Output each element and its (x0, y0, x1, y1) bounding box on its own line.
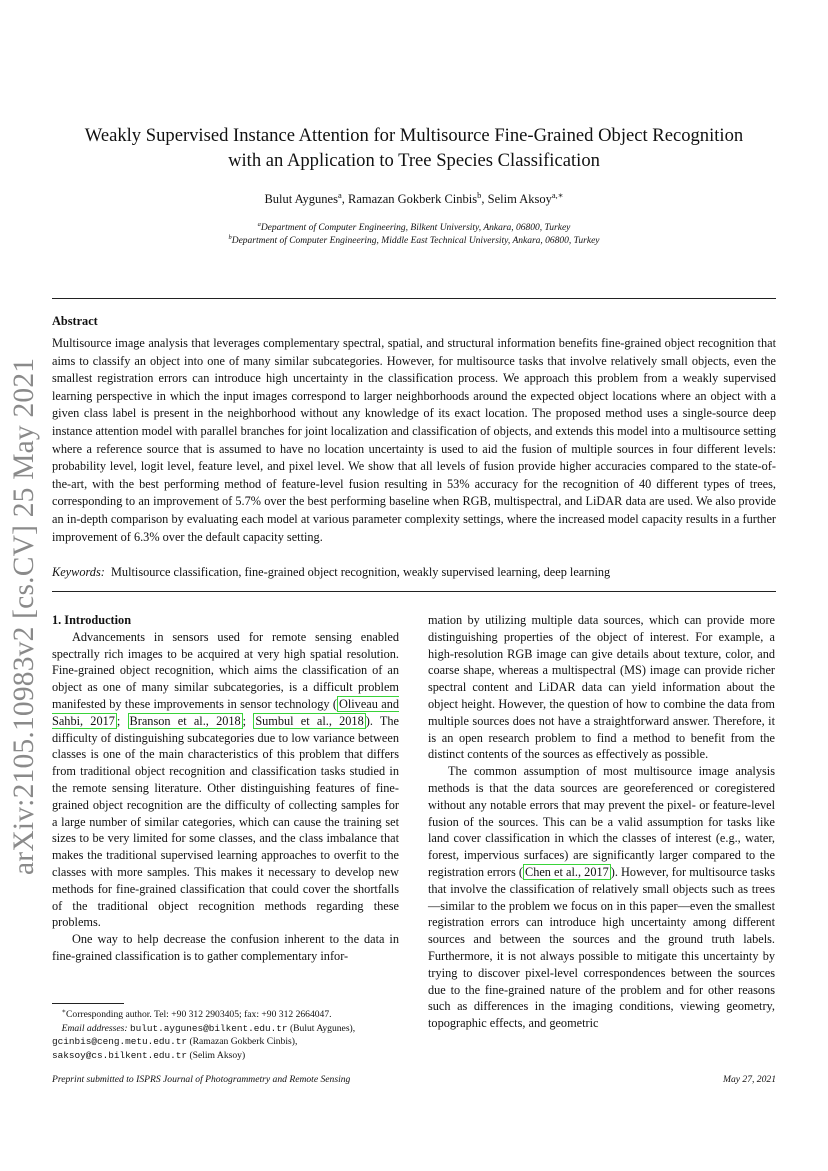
email-link[interactable]: gcinbis@ceng.metu.edu.tr (52, 1036, 188, 1047)
author-sep: , (341, 192, 348, 206)
email-link[interactable]: saksoy@cs.bilkent.edu.tr (52, 1049, 188, 1061)
corresponding-text: Corresponding author. Tel: +90 312 2903405; fax: +90 312 2664047. (66, 1009, 332, 1020)
right-column (428, 612, 775, 1032)
intro-paragraph-1 (52, 629, 399, 931)
paragraph-text: ; (116, 713, 128, 728)
author-name: Bulut Aygunes (264, 192, 338, 206)
affiliation-text: Department of Computer Engineering, Bilkent University, Ankara, 06800, Turkey (260, 223, 571, 233)
title-line-2: with an Application to Tree Species Classification (228, 150, 600, 171)
email-owner: (Ramazan Gokberk Cinbis), (189, 1036, 298, 1047)
title-line-1: Weakly Supervised Instance Attention for Multisource Fine-Grained Object Recognition (84, 125, 744, 146)
keywords-label: Keywords: (52, 565, 105, 579)
author-sup: a,∗ (551, 189, 564, 200)
author-name: Selim Aksoy (487, 192, 552, 206)
email-owner: (Bulut Aygunes), (289, 1022, 356, 1034)
citation-link[interactable]: Branson et al., 2018 (129, 713, 241, 728)
affiliation-text: Department of Computer Engineering, Middle East Technical University, Ankara, 06800, Turkey (231, 236, 600, 246)
keywords (52, 564, 776, 582)
author-list (40, 191, 788, 207)
abstract-top-rule (52, 298, 776, 299)
paragraph-text: ; (242, 713, 254, 728)
affiliation-b (40, 235, 788, 248)
paragraph-text: ). The difficulty of distinguishing subcategories due to low variance between classes is one of the main characteristics of this problem that differs from traditional object recognition and classification tasks studied in the remote sensing literature. Other distinguishing features of fine-grained object recognition are the difficulty of collecting samples for a large number of similar categories, which can cause the training set sizes to be very limited for some classes, and the class imbalance that makes the traditional supervised learning approaches to overfit to the classes with more samples. This makes it necessary to develop new methods for fine-grained classification that could cover the shortfalls of the traditional object recognition methods regarding these problems. (52, 713, 399, 930)
paragraph-text: The common assumption of most multisource image analysis methods is that the data sources are georeferenced or coregistered without any notable errors that may prevent the pixel- or feature-level fusion of the sources. This can be a valid assumption for tasks like land cover classification in which the classes of interest (e.g., water, forest, impervious surfaces) are significantly larger compared to the registration errors ( (428, 764, 775, 879)
paragraph-text: ). However, for multisource tasks that involve the classification of relatively small objects such as trees—similar to the problem we focus on in this paper—even the smallest registration errors can introduce high uncertainty among different sources and between the sources and the ground truth labels. Furthermore, it is not always possible to mitigate this uncertainty by trying to discover pixel-level correspondences between the sources due to the fine-grained nature of the problem and for other reasons such as differences in the imaging conditions, viewing geometry, topographic effects, and geometric (428, 864, 775, 1031)
left-column (52, 612, 399, 965)
abstract-text: Multisource image analysis that leverages complementary spectral, spatial, and structural information benefits fine-grained object recognition that aims to classify an object into one of many similar subcategories. However, for multisource tasks that involve relatively small objects, even the smallest registration errors can introduce high uncertainty in the classification process. We approach this problem from a weakly supervised learning perspective in which the input images correspond to larger neighborhoods around the expected object locations where an object with a given class label is present in the neighborhood without any knowledge of its exact location. The proposed method uses a single-source deep instance attention model with parallel branches for joint localization and classification of objects, and extends this model into a multisource setting where a reference source that is assumed to have no location uncertainty is used to aid the fusion of multiple sources in four different levels: probability level, logit level, feature level, and pixel level. We show that all levels of fusion provide higher accuracies compared to the state-of-the-art, with the best performing method of feature-level fusion resulting in 53% accuracy for the recognition of 40 different types of trees, corresponding to an improvement of 5.7% over the best performing baseline when RGB, multispectral, and LiDAR data are used. We also provide an in-depth comparison by evaluating each model at various parameter complexity settings, where the increased model capacity results in a further improvement of 6.3% over the default capacity setting. (52, 336, 776, 544)
affiliation-a (40, 222, 788, 235)
email-line-2 (52, 1035, 402, 1049)
corresponding-author-note: ∗Corresponding author. Tel: +90 312 2903405; fax: +90 312 2664047. (61, 1007, 332, 1020)
footnote-rule (52, 1003, 124, 1004)
email-line-3 (52, 1049, 402, 1063)
citation-link[interactable]: Chen et al., 2017 (525, 864, 609, 879)
author-sup: b (477, 189, 482, 200)
footnote (52, 1008, 402, 1062)
arxiv-identifier-stamp: arXiv:2105.10983v2 [cs.CV] 25 May 2021 (8, 357, 40, 875)
author-name: Ramazan Gokberk Cinbis (347, 192, 478, 206)
affiliations (40, 222, 788, 248)
intro-paragraph-3: mation by utilizing multiple data sources, which can provide more distinguishing properties of the object of interest. For example, a high-resolution RGB image can give details about texture, color, and coarse shape, whereas a multispectral (MS) image can provide richer spectral content and LiDAR data can yield information about the object height. However, the question of how to combine the data from multiple sources does not have a straightforward answer. Therefore, it is an open research problem to find a method to benefit from the distinct contents of the sources as effectively as possible. (428, 613, 775, 762)
paper-title (40, 123, 788, 173)
keywords-text: Multisource classification, fine-grained object recognition, weakly supervised learning, deep learning (110, 565, 611, 579)
citation-link[interactable]: Sumbul et al., 2018 (255, 713, 364, 728)
footer-date: May 27, 2021 (722, 1074, 776, 1085)
affiliation-sup: a (257, 220, 261, 228)
intro-paragraph-4 (428, 763, 775, 1032)
paragraph-text: Advancements in sensors used for remote sensing enabled spectrally rich images to be acquired at very high spatial resolution. Fine-grained object recognition, which aims the classification of an object as one of many similar subcategories, is a difficult problem manifested by these improvements in sensor technology ( (52, 629, 399, 711)
author-sup: a (337, 189, 342, 200)
citation-link[interactable]: Oliveau and Sahbi, 2017 (52, 696, 399, 728)
email-label: Email addresses: (61, 1022, 128, 1034)
email-line-1 (52, 1022, 402, 1036)
email-owner: (Selim Aksoy) (189, 1049, 246, 1061)
footer-journal-note: Preprint submitted to ISPRS Journal of Photogrammetry and Remote Sensing (52, 1074, 351, 1085)
intro-paragraph-2: One way to help decrease the confusion inherent to the data in fine-grained classification is to gather complementary infor- (52, 932, 399, 963)
affiliation-sup: b (228, 233, 232, 241)
section-heading-introduction: 1. Introduction (52, 613, 132, 627)
author-sep: , (481, 192, 488, 206)
abstract-heading: Abstract (52, 314, 98, 328)
email-link[interactable]: bulut.aygunes@bilkent.edu.tr (130, 1022, 288, 1034)
abstract-bottom-rule (52, 591, 776, 592)
